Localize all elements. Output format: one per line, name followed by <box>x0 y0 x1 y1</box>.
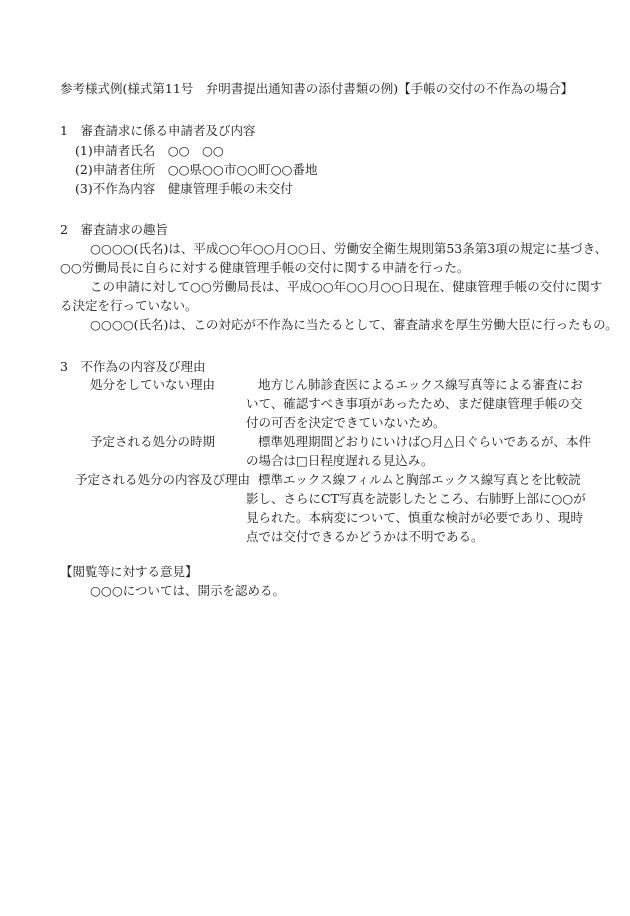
omission-content-item: (3)不作為内容 健康管理手帳の未交付 <box>75 181 293 196</box>
timing-label: 予定される処分の時期 <box>90 434 216 449</box>
purpose-paragraph-line: この申請に対して○○労働局長は、平成○○年○○月○○日現在、健康管理手帳の交付に関す <box>90 279 603 294</box>
purpose-paragraph-line: ○○○○(氏名)は、この対応が不作為に当たるとして、審査請求を厚生労働大臣に行ったもの。 <box>90 317 618 332</box>
planned-disposition-text-line: 標準エックス線フィルムと胸部エックス線写真とを比較読 <box>258 472 581 487</box>
planned-disposition-text-line: 見られた。本病変について、慎重な検討が必要であり、現時 <box>246 510 584 525</box>
reason-text-line: 付の可否を決定できていないため。 <box>246 415 446 430</box>
applicant-name-item: (1)申請者氏名 ○○ ○○ <box>75 143 224 158</box>
planned-disposition-text-line: 影し、さらにCT写真を読影したところ、右肺野上部に○○が <box>246 491 586 506</box>
applicant-address-item: (2)申請者住所 ○○県○○市○○町○○番地 <box>75 162 318 177</box>
opinion-text: ○○○については、開示を認める。 <box>90 583 285 598</box>
reason-text-line: いて、確認すべき事項があったため、まだ健康管理手帳の交 <box>246 396 583 411</box>
reason-label: 処分をしていない理由 <box>90 377 216 392</box>
opinion-heading: 【閲覧等に対する意見】 <box>60 564 198 579</box>
section-3-heading: 3 不作為の内容及び理由 <box>60 359 206 374</box>
reason-text-line: 地方じん肺診査医によるエックス線写真等による審査にお <box>258 377 583 392</box>
section-1-heading: 1 審査請求に係る申請者及び内容 <box>60 123 256 138</box>
planned-disposition-label: 予定される処分の内容及び理由 <box>75 472 251 487</box>
section-2-heading: 2 審査請求の趣旨 <box>60 222 168 237</box>
purpose-paragraph-line: る決定を行っていない。 <box>60 298 198 313</box>
timing-text-line: 標準処理期間どおりにいけば○月△日ぐらいであるが、本件 <box>258 434 592 449</box>
purpose-paragraph-line: ○○○○(氏名)は、平成○○年○○月○○日、労働安全衛生規則第53条第3項の規定に基づき、 <box>90 241 608 256</box>
planned-disposition-text-line: 点では交付できるかどうかは不明である。 <box>246 529 484 544</box>
purpose-paragraph-line: ○○労働局長に自らに対する健康管理手帳の交付に関する申請を行った。 <box>60 260 470 275</box>
timing-text-line: の場合は□日程度遅れる見込み。 <box>246 453 434 468</box>
document-title: 参考様式例(様式第11号 弁明書提出通知書の添付書類の例)【手帳の交付の不作為の場合】 <box>60 81 574 96</box>
